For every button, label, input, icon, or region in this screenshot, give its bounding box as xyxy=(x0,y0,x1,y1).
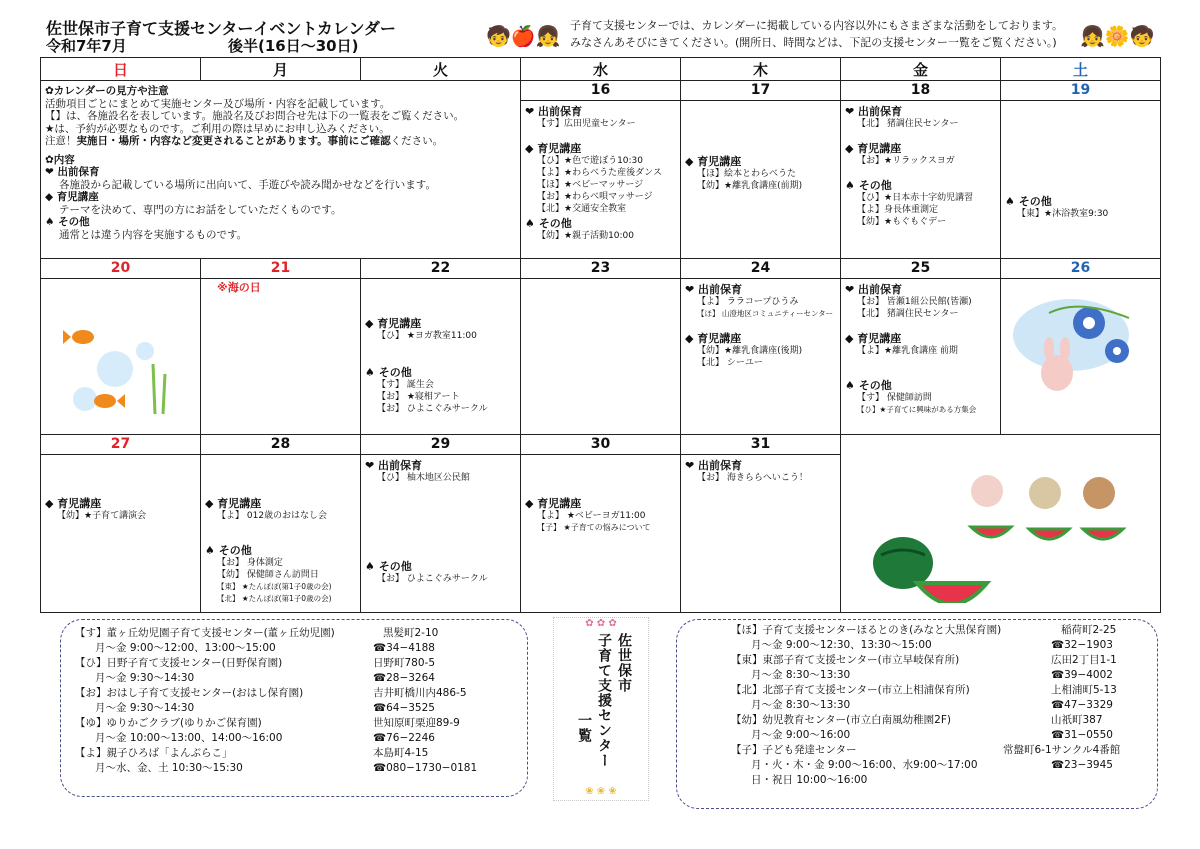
notice: 子育て支援センターでは、カレンダーに掲載している内容以外にもさまざまな活動をしております。 みなさんあそびにきてください。(開所日、時間などは、下記の支援センター一覧をご覧ください。) xyxy=(570,19,1063,49)
calendar-table xyxy=(40,57,1161,613)
day-cell-30: 30 ◆ 育児講座 【よ】 ★ベビーヨガ11:00 【子】 ★子育ての悩みについて xyxy=(521,435,681,613)
day-cell-28: 28 ◆ 育児講座 【よ】 012歳のおはなし会 ♠ その他 【お】 身体測定 【幼】 保健師さん訪問日 【東】 ★たんぽぽ(第1子0歳の会) 【北】 ★たんぽぽ(第1子0歳の会) xyxy=(201,435,361,613)
weekday-header-row xyxy=(41,58,1161,81)
center-list-title: ✿ ✿ ✿ 佐世保市 子育て支援センター 一覧 ❀ ❀ ❀ xyxy=(553,617,649,801)
weekday-mon: 月 xyxy=(201,58,361,81)
day-cell-21: 21 ※海の日 xyxy=(201,259,361,435)
day-cell-20: 20 xyxy=(41,259,201,435)
month-label: 令和7年7月 xyxy=(46,37,127,55)
day-cell-26: 26 xyxy=(1001,259,1161,435)
weekday-sun: 日 xyxy=(41,58,201,81)
center-list-left: 【す】董ヶ丘幼児園子育て支援センター(董ヶ丘幼児園) 黒髪町2-10 月〜金 9:00〜12:00、13:00〜15:00 ☎34−4188 【ひ】日野子育て支援センター(日野保育園) 日野町780-5 月〜金 9:30〜14:30 ☎28−3264 【お】おはし子育て支援センター(おはし保育園) 吉井町橋川内486-5 月〜金 9:30〜14:30 ☎64−3525 【ゆ】ゆりかごクラブ(ゆりかご保育園) 世知原町栗迎89-9 月〜金 10:00〜13:00、14:00〜16:00 ☎76−2246 【よ】親子ひろば「よんぶらこ」 本島町4-15 月〜水、金、土 10:30〜15:30 ☎080−1730−0181 xyxy=(60,619,528,797)
weekday-tue: 火 xyxy=(361,58,521,81)
day-cell-17: 17 ◆ 育児講座 【ほ】絵本とわらべうた 【幼】★離乳食講座(前期) xyxy=(681,81,841,259)
week-row xyxy=(41,259,1161,435)
decoration-cell xyxy=(841,435,1161,613)
morning-glory-rabbit-illustration xyxy=(1009,293,1149,403)
day-cell-27: 27 ◆ 育児講座 【幼】★子育て講演会 xyxy=(41,435,201,613)
day-cell-22: 22 ◆ 育児講座 【ひ】 ★ヨガ教室11:00 ♠ その他 【す】 誕生会 【お】 ★寝相アート 【お】 ひよこぐみサークル xyxy=(361,259,521,435)
day-cell-24: 24 ❤ 出前保育 【よ】 ララコープひうみ 【ほ】 山澄地区コミュニティーセンター ◆ 育児講座 【幼】★離乳食講座(後期) 【北】 シーユー xyxy=(681,259,841,435)
day-cell-25: 25 ❤ 出前保育 【お】 皆瀬1組公民館(皆瀬) 【北】 猪調住民センター ◆ 育児講座 【よ】★離乳食講座 前期 ♠ その他 【す】 保健師訪問 【ひ】★子育てに興味がある方集会 xyxy=(841,259,1001,435)
day-cell-19: 19 ♠ その他 【東】★沐浴教室9:30 xyxy=(1001,81,1161,259)
day-cell-18: 18 ❤ 出前保育 【北】 猪調住民センター ◆ 育児講座 【お】★リラックスヨガ ♠ その他 【ひ】★日本赤十字幼児講習 【よ】身長体重測定 【幼】★もぐもぐデー xyxy=(841,81,1001,259)
half-label: 後半(16日〜30日) xyxy=(228,37,359,55)
week-row xyxy=(41,81,1161,259)
center-list-right: 【ほ】子育て支援センターほるとのき(みなと大黒保育園) 稲荷町2-25 月〜金 9:00〜12:30、13:30〜15:00 ☎32−1903 【東】東部子育て支援センター(市立早岐保育所) 広田2丁目1-1 月〜金 8:30〜13:30 ☎39−4002 【北】北部子育て支援センター(市立上相浦保育所) 上相浦町5-13 月〜金 8:30〜13:30 ☎47−3329 【幼】幼児教育センター(市立白南風幼稚園2F) 山祇町387 月〜金 9:00〜16:00 ☎31−0550 【子】子ども発達センター 常盤町6-1サンクル4番館 月・火・木・金 9:00〜16:00、水9:00〜17:00 ☎23−3945 日・祝日 10:00〜16:00 xyxy=(676,619,1158,809)
weekday-wed: 水 xyxy=(521,58,681,81)
page-title: 佐世保市子育て支援センターイベントカレンダー xyxy=(46,19,396,38)
goldfish-illustration xyxy=(55,309,175,419)
flower-border-icon: ✿ ✿ ✿ xyxy=(585,618,617,629)
tulip-border-icon: ❀ ❀ ❀ xyxy=(585,786,617,797)
weekday-thu: 木 xyxy=(681,58,841,81)
weekday-sat: 土 xyxy=(1001,58,1161,81)
kids-illustration-icon: 🧒🍎👧 xyxy=(486,24,561,48)
day-cell-23: 23 xyxy=(521,259,681,435)
day-cell-31: 31 ❤ 出前保育 【お】 海きららへいこう！ xyxy=(681,435,841,613)
day-cell-16: 16 ❤ 出前保育 【す】広田児童センター ◆ 育児講座 【ひ】★色で遊ぼう10:30 【よ】★わらべうた産後ダンス 【ほ】★ベビーマッサージ 【お】★わらべ唄マッサージ 【北】★交通安全教室 ♠ その他 【幼】★親子活動10:00 xyxy=(521,81,681,259)
kids-flower-illustration-icon: 👧🌼🧒 xyxy=(1080,24,1155,48)
legend-cell: ✿カレンダーの見方や注意 活動項目ごとにまとめて実施センター及び場所・内容を記載しています。 【】は、各施設名を表しています。施設名及びお問合せ先は下の一覧表をご覧ください。 ★は、予約が必要なものです。ご利用の際は早めにお申し込みください。 注意！実施日・場所・内容など変更されることがあります。事前にご確認ください。 ✿内容 ❤ 出前保育 各施設から記載している場所に出向いて、手遊びや読み聞かせなどを行います。 ◆ 育児講座 テーマを決めて、専門の方にお話をしていただくものです。 ♠ その他 通常とは違う内容を実施するものです。 xyxy=(41,81,521,259)
day-cell-29: 29 ❤ 出前保育 【ひ】 柚木地区公民館 ♠ その他 【お】 ひよこぐみサークル xyxy=(361,435,521,613)
weekday-fri: 金 xyxy=(841,58,1001,81)
watermelon-animals-illustration xyxy=(867,475,1157,603)
holiday-label: ※海の日 xyxy=(217,281,261,294)
center-item: 【す】董ヶ丘幼児園子育て支援センター(董ヶ丘幼児園) xyxy=(75,627,335,639)
week-row xyxy=(41,435,1161,613)
